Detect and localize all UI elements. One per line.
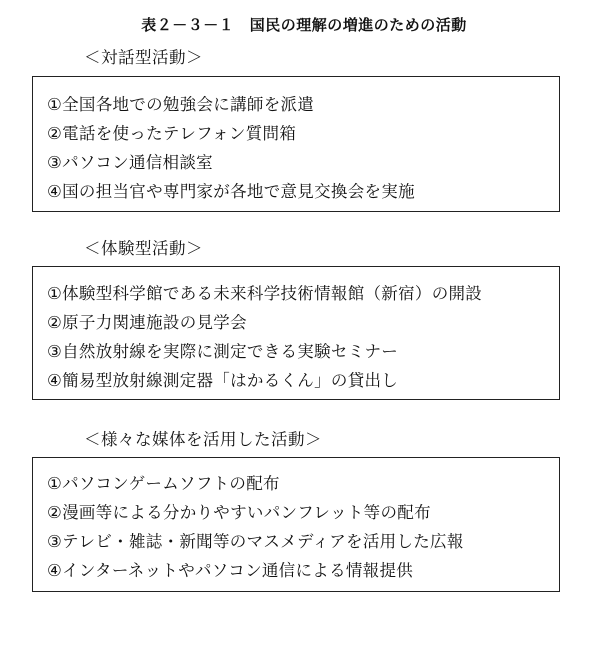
- list-item: ②原子力関連施設の見学会: [47, 313, 247, 332]
- list-item: ①全国各地での勉強会に講師を派遣: [47, 95, 315, 114]
- list-item: ①パソコンゲームソフトの配布: [47, 474, 280, 493]
- list-item: ②漫画等による分かりやすいパンフレット等の配布: [47, 503, 431, 522]
- list-item: ③自然放射線を実際に測定できる実験セミナー: [47, 342, 399, 361]
- section-heading-dialogue: ＜対話型活動＞: [84, 48, 203, 67]
- experience-activities-box: [32, 266, 560, 400]
- list-item: ④国の担当官や専門家が各地で意見交換会を実施: [47, 182, 415, 201]
- table-title: 表２－３－１ 国民の理解の増進のための活動: [141, 16, 467, 34]
- list-item: ③パソコン通信相談室: [47, 153, 213, 172]
- media-activities-box: [32, 457, 560, 592]
- list-item: ②電話を使ったテレフォン質問箱: [47, 124, 297, 143]
- section-heading-media: ＜様々な媒体を活用した活動＞: [84, 430, 322, 449]
- list-item: ①体験型科学館である未来科学技術情報館（新宿）の開設: [47, 284, 483, 303]
- section-heading-experience: ＜体験型活動＞: [84, 239, 203, 258]
- list-item: ③テレビ・雑誌・新聞等のマスメディアを活用した広報: [47, 532, 464, 551]
- list-item: ④インターネットやパソコン通信による情報提供: [47, 561, 414, 580]
- list-item: ④簡易型放射線測定器「はかるくん」の貸出し: [47, 371, 399, 390]
- dialogue-activities-box: [32, 76, 560, 212]
